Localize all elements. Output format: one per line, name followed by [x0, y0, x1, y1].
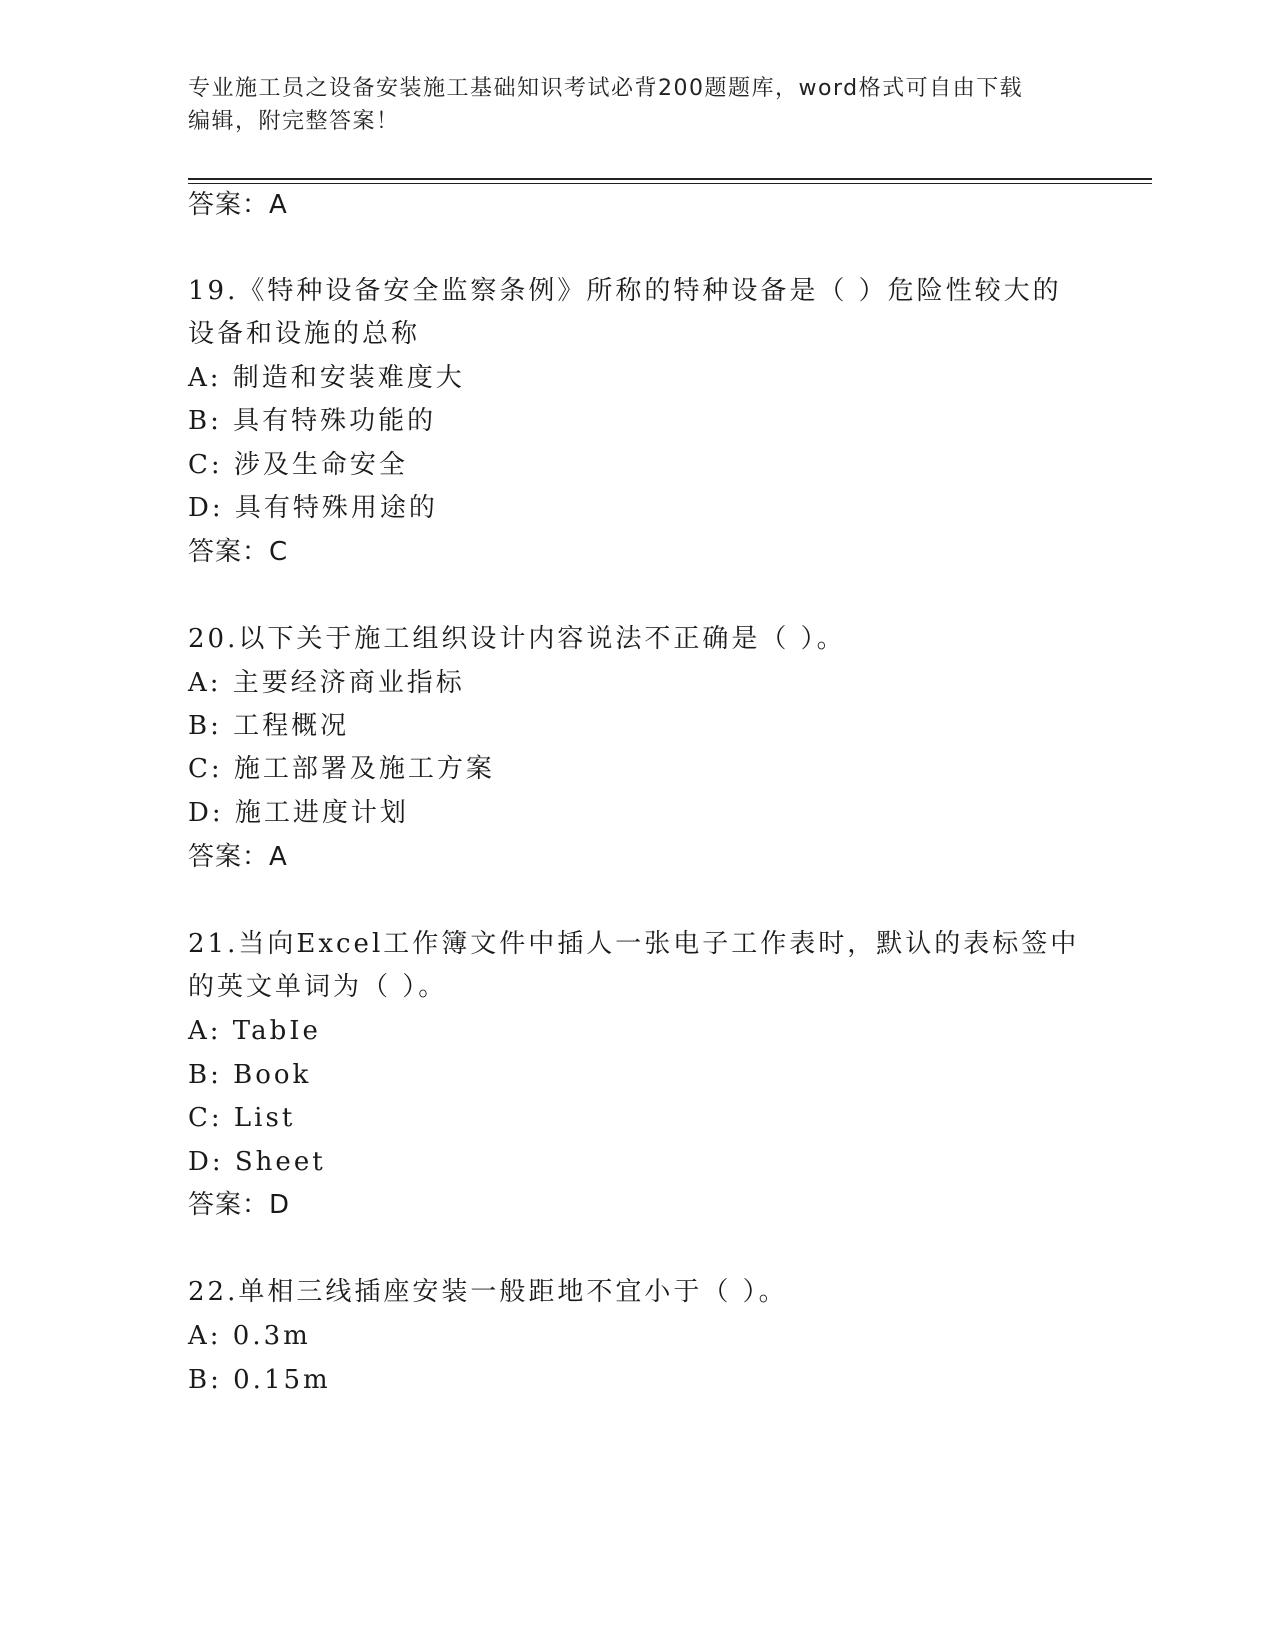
question-stem-line: 的英文单词为（ ）。 [188, 972, 448, 1002]
header-divider-thick [188, 178, 1152, 180]
header-line-2: 编辑，附完整答案！ [188, 109, 400, 134]
option-b: B: 工程概况 [188, 711, 350, 741]
option-a: A: 0.3m [188, 1321, 311, 1351]
option-d: D: 具有特殊用途的 [188, 493, 438, 523]
option-c: C: 涉及生命安全 [188, 450, 408, 480]
option-c: C: 施工部署及施工方案 [188, 754, 495, 784]
option-a: A: 主要经济商业指标 [188, 668, 465, 698]
option-d: D: 施工进度计划 [188, 798, 409, 828]
question-stem-line: 21.当向Excel工作簿文件中插人一张电子工作表时，默认的表标签中 [188, 929, 1080, 959]
previous-answer: 答案：A [188, 190, 288, 220]
header-line-1: 专业施工员之设备安装施工基础知识考试必背200题题库，word格式可自由下载 [188, 76, 1024, 101]
option-c: C: List [188, 1103, 296, 1133]
document-header [188, 72, 1088, 138]
answer: 答案：A [188, 842, 288, 872]
question-stem-line: 19.《特种设备安全监察条例》所称的特种设备是（ ）危险性较大的 [188, 276, 1062, 306]
question-stem-line: 20.以下关于施工组织设计内容说法不正确是（ ）。 [188, 624, 846, 654]
option-d: D: Sheet [188, 1147, 326, 1177]
option-b: B: 0.15m [188, 1365, 331, 1395]
question-stem-line: 22.单相三线插座安装一般距地不宜小于（ ）。 [188, 1277, 788, 1307]
header-divider-thin [188, 183, 1152, 184]
option-a: A: TabIe [188, 1016, 321, 1046]
answer: 答案：D [188, 1190, 291, 1220]
question-stem-line: 设备和设施的总称 [188, 319, 421, 349]
option-a: A: 制造和安装难度大 [188, 363, 465, 393]
answer: 答案：C [188, 537, 289, 567]
option-b: B: 具有特殊功能的 [188, 406, 437, 436]
option-b: B: Book [188, 1060, 312, 1090]
